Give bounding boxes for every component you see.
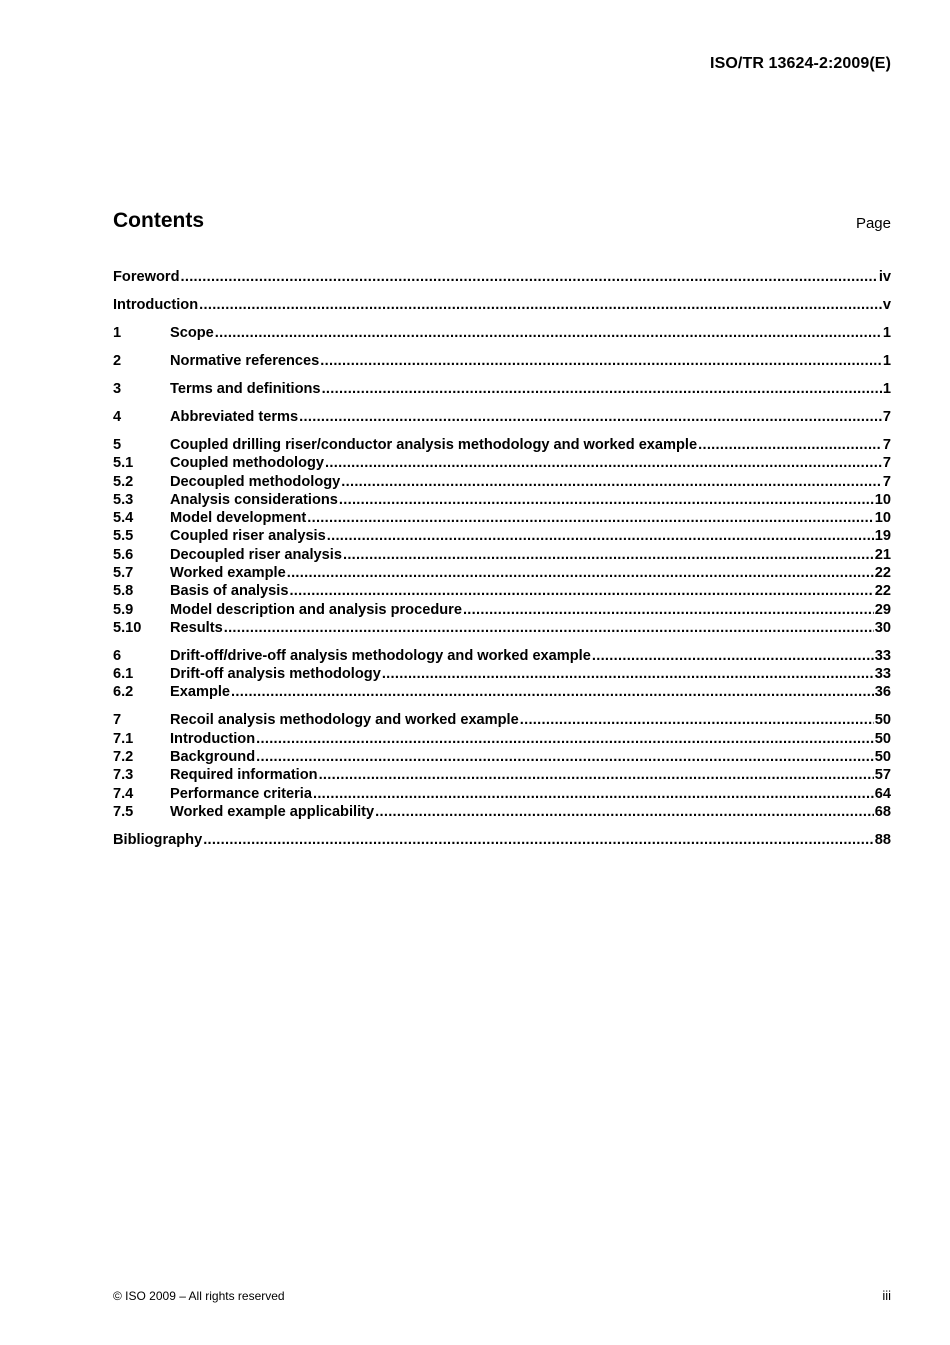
toc-entry-number: 5.6	[113, 546, 134, 563]
toc-entry-number: 7.4	[113, 785, 134, 802]
toc-entry-page: 50	[874, 730, 891, 747]
toc-entry-page: 10	[874, 510, 891, 527]
toc-entry-title: Decoupled riser analysis	[170, 546, 342, 563]
toc-entry-title: Scope	[170, 324, 214, 341]
toc-dot-leader	[698, 436, 882, 454]
toc-entry-page: 21	[874, 546, 891, 563]
toc-dot-leader	[382, 665, 874, 683]
toc-entry-title: Model description and analysis procedure	[170, 601, 462, 618]
page-number: iii	[882, 1288, 891, 1303]
toc-entry-number: 1	[113, 324, 122, 341]
toc-entry-number: 5	[113, 436, 122, 453]
toc-entry-number: 7.1	[113, 730, 134, 747]
toc-entry-page: 57	[874, 767, 891, 784]
toc-entry-number: 6.2	[113, 684, 134, 701]
toc-entry-number: 5.1	[113, 455, 134, 472]
toc-dot-leader	[322, 380, 882, 398]
toc-entry[interactable]	[113, 408, 891, 426]
toc-dot-leader	[320, 352, 882, 370]
toc-dot-leader	[520, 711, 874, 729]
toc-dot-leader	[375, 803, 874, 821]
toc-dot-leader	[199, 296, 882, 314]
toc-entry-number: 5.9	[113, 601, 134, 618]
toc-entry[interactable]	[113, 647, 891, 665]
toc-entry[interactable]	[113, 268, 891, 286]
toc-entry-number: 3	[113, 380, 122, 397]
toc-entry[interactable]	[113, 601, 891, 619]
toc-entry-title: Example	[170, 684, 231, 701]
toc-entry-page: 29	[874, 601, 891, 618]
page-column-label: Page	[855, 215, 891, 232]
toc-dot-leader	[339, 491, 874, 509]
page-title: Contents	[113, 209, 204, 232]
toc-entry-title: Coupled drilling riser/conductor analysis methodology and worked example	[170, 436, 698, 453]
table-of-contents	[113, 268, 891, 849]
toc-entry-title: Coupled riser analysis	[170, 528, 326, 545]
toc-dot-leader	[287, 564, 874, 582]
toc-entry-number: 7	[113, 712, 122, 729]
toc-dot-leader	[341, 473, 882, 491]
toc-entry-page: 7	[882, 473, 891, 490]
toc-dot-leader	[327, 527, 874, 545]
toc-entry-page: 50	[874, 749, 891, 766]
toc-dot-leader	[319, 766, 874, 784]
toc-entry-page: v	[882, 296, 891, 313]
toc-dot-leader	[592, 647, 874, 665]
toc-dot-leader	[325, 454, 882, 472]
toc-entry-page: 68	[874, 803, 891, 820]
toc-entry[interactable]	[113, 785, 891, 803]
toc-dot-leader	[203, 831, 874, 849]
toc-entry[interactable]	[113, 473, 891, 491]
toc-entry-number: 6	[113, 647, 122, 664]
toc-entry-page: 7	[882, 436, 891, 453]
toc-entry-number: 7.5	[113, 803, 134, 820]
toc-entry-page: 33	[874, 666, 891, 683]
document-id: ISO/TR 13624-2:2009(E)	[710, 55, 891, 72]
toc-dot-leader	[343, 546, 874, 564]
toc-entry[interactable]	[113, 436, 891, 454]
toc-entry[interactable]	[113, 619, 891, 637]
toc-entry-title: Abbreviated terms	[170, 408, 299, 425]
toc-entry-number: 5.8	[113, 583, 134, 600]
toc-entry-title: Introduction	[170, 730, 256, 747]
toc-dot-leader	[256, 748, 874, 766]
toc-entry[interactable]	[113, 527, 891, 545]
toc-entry-title: Results	[170, 619, 223, 636]
toc-dot-leader	[307, 509, 874, 527]
toc-entry-number: 7.2	[113, 749, 134, 766]
toc-entry-page: 22	[874, 583, 891, 600]
toc-entry-page: 19	[874, 528, 891, 545]
toc-entry-number: 7.3	[113, 767, 134, 784]
toc-entry-title: Required information	[170, 767, 318, 784]
toc-entry-title: Analysis considerations	[170, 491, 338, 508]
copyright-notice: © ISO 2009 – All rights reserved	[113, 1289, 285, 1303]
toc-dot-leader	[256, 730, 874, 748]
toc-entry[interactable]	[113, 564, 891, 582]
toc-entry[interactable]	[113, 296, 891, 314]
toc-entry-title: Worked example applicability	[170, 803, 375, 820]
toc-dot-leader	[215, 324, 882, 342]
toc-entry-title: Recoil analysis methodology and worked example	[170, 712, 519, 729]
toc-entry[interactable]	[113, 509, 891, 527]
toc-dot-leader	[299, 408, 882, 426]
toc-entry-number: 5.5	[113, 528, 134, 545]
toc-entry[interactable]	[113, 748, 891, 766]
toc-entry-page: 10	[874, 491, 891, 508]
toc-entry-title: Normative references	[170, 352, 320, 369]
toc-entry-page: 88	[874, 831, 891, 848]
toc-entry[interactable]	[113, 546, 891, 564]
toc-entry[interactable]	[113, 665, 891, 683]
toc-entry-title: Coupled methodology	[170, 455, 325, 472]
toc-entry-number: 6.1	[113, 666, 134, 683]
toc-entry-number: 5.10	[113, 619, 142, 636]
toc-entry-title: Model development	[170, 510, 307, 527]
toc-entry[interactable]	[113, 766, 891, 784]
toc-entry[interactable]	[113, 831, 891, 849]
toc-entry-page: 1	[882, 352, 891, 369]
toc-entry-page: 30	[874, 619, 891, 636]
toc-dot-leader	[231, 683, 874, 701]
toc-entry-page: 64	[874, 785, 891, 802]
toc-entry[interactable]	[113, 730, 891, 748]
toc-entry-title: Bibliography	[113, 831, 203, 848]
toc-entry-title: Background	[170, 749, 256, 766]
toc-entry-number: 5.4	[113, 510, 134, 527]
toc-entry-title: Worked example	[170, 564, 286, 581]
toc-entry-page: 7	[882, 455, 891, 472]
toc-entry-page: iv	[878, 269, 891, 285]
toc-entry-title: Decoupled methodology	[170, 473, 341, 490]
toc-entry[interactable]	[113, 352, 891, 370]
toc-entry[interactable]	[113, 582, 891, 600]
toc-entry-title: Drift-off/drive-off analysis methodology and worked example	[170, 647, 591, 664]
toc-entry[interactable]	[113, 324, 891, 342]
toc-entry-page: 7	[882, 408, 891, 425]
toc-entry-number: 5.3	[113, 491, 134, 508]
toc-entry-title: Terms and definitions	[170, 380, 321, 397]
toc-entry-number: 5.7	[113, 564, 134, 581]
toc-entry-title: Drift-off analysis methodology	[170, 666, 381, 683]
toc-dot-leader	[313, 785, 874, 803]
toc-dot-leader	[180, 268, 877, 286]
toc-entry-number: 4	[113, 408, 122, 425]
toc-entry-page: 50	[874, 712, 891, 729]
toc-entry[interactable]	[113, 803, 891, 821]
toc-entry-number: 2	[113, 352, 122, 369]
toc-dot-leader	[224, 619, 874, 637]
toc-entry[interactable]	[113, 491, 891, 509]
toc-entry-title: Foreword	[113, 269, 180, 285]
toc-entry[interactable]	[113, 380, 891, 398]
toc-entry-page: 22	[874, 564, 891, 581]
toc-dot-leader	[463, 601, 874, 619]
toc-entry[interactable]	[113, 711, 891, 729]
toc-entry[interactable]	[113, 683, 891, 701]
toc-entry-title: Basis of analysis	[170, 583, 289, 600]
toc-entry-title: Introduction	[113, 296, 199, 313]
toc-entry-page: 1	[882, 324, 891, 341]
toc-entry-page: 33	[874, 647, 891, 664]
toc-entry[interactable]	[113, 454, 891, 472]
toc-entry-number: 5.2	[113, 473, 134, 490]
toc-dot-leader	[289, 582, 873, 600]
toc-entry-page: 1	[882, 380, 891, 397]
toc-entry-page: 36	[874, 684, 891, 701]
toc-entry-title: Performance criteria	[170, 785, 312, 802]
